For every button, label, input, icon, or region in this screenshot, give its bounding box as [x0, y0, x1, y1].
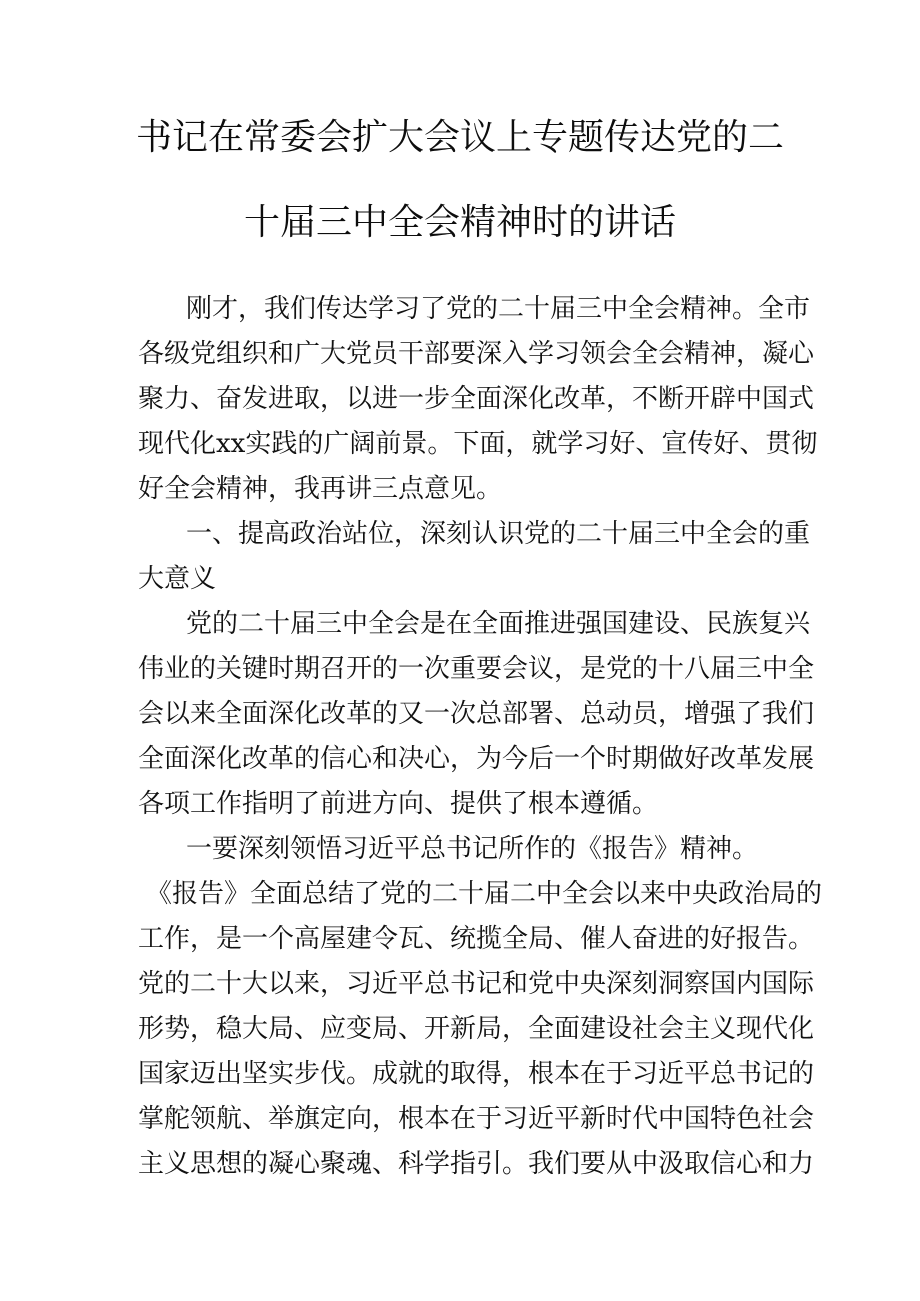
- body-line: 形势，稳大局、应变局、开新局，全面建设社会主义现代化: [138, 1014, 815, 1044]
- body-line: 工作，是一个高屋建令瓦、统揽全局、催人奋进的好报告。: [138, 924, 815, 954]
- body-line: 主义思想的凝心聚魂、科学指引。我们要从中汲取信心和力: [138, 1149, 815, 1179]
- body-line: 各项工作指明了前进方向、提供了根本遵循。: [138, 789, 659, 819]
- body-line: 一要深刻领悟习近平总书记所作的《报告》精神。: [186, 834, 759, 864]
- body-line: 伟业的关键时期召开的一次重要会议，是党的十八届三中全: [138, 654, 815, 684]
- body-line: 会以来全面深化改革的又一次总部署、总动员，增强了我们: [138, 699, 815, 729]
- body-line: 党的二十大以来，习近平总书记和党中央深刻洞察国内国际: [138, 969, 815, 999]
- body-line: 国家迈出坚实步伐。成就的取得，根本在于习近平总书记的: [138, 1059, 815, 1089]
- document-title-line-1: 书记在常委会扩大会议上专题传达党的二: [135, 117, 784, 158]
- body-line: 现代化xx实践的广阔前景。下面，就学习好、宣传好、贯彻: [138, 429, 818, 459]
- body-line: 《报告》全面总结了党的二十届二中全会以来中央政治局的: [146, 879, 823, 909]
- body-line: 全面深化改革的信心和决心，为今后一个时期做好改革发展: [138, 744, 815, 774]
- body-line: 党的二十届三中全会是在全面推进强国建设、民族复兴: [186, 609, 811, 639]
- section-heading-line: 一、提高政治站位，深刻认识党的二十届三中全会的重: [186, 519, 811, 549]
- body-line: 聚力、奋发进取，以进一步全面深化改革，不断开辟中国式: [138, 384, 815, 414]
- section-heading-line: 大意义: [138, 564, 217, 594]
- document-title-line-2: 十届三中全会精神时的讲话: [243, 202, 676, 243]
- body-line: 掌舵领航、举旗定向，根本在于习近平新时代中国特色社会: [138, 1104, 815, 1134]
- body-line: 好全会精神，我再讲三点意见。: [138, 474, 503, 504]
- body-line: 各级党组织和广大党员干部要深入学习领会全会精神，凝心: [138, 339, 815, 369]
- body-line: 刚才，我们传达学习了党的二十届三中全会精神。全市: [186, 294, 811, 324]
